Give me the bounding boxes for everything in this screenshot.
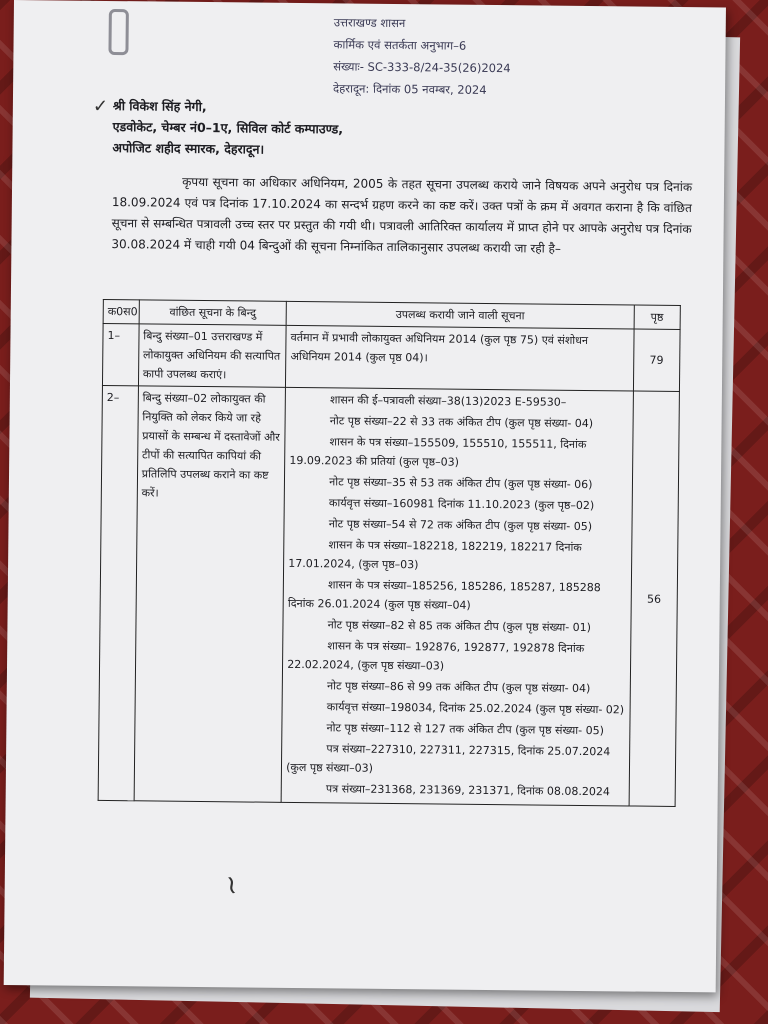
row-sno: 1–	[102, 323, 138, 385]
row-requested: बिन्दु संख्या–01 उत्तराखण्ड में लोकायुक्त अधिनियम की सत्यापित कापी उपलब्ध कराएं।	[138, 324, 286, 388]
row-sno: 2–	[98, 385, 138, 800]
provided-item: नोट पृष्ठ संख्या–82 से 85 तक अंकित टीप (कुल पृष्ठ संख्या- 01)	[327, 618, 592, 635]
provided-item: शासन के पत्र संख्या–155509, 155510, 155511, दिनांक 19.09.2023 की प्रतियां (कुल पृष्ठ–03)	[289, 435, 587, 469]
provided-item: पत्र संख्या–231368, 231369, 231371, दिनांक 08.08.2024	[325, 782, 610, 799]
col-header-requested: वांछित सूचना के बिन्दु	[139, 300, 287, 326]
provided-item: कार्यवृत्त संख्या–198034, दिनांक 25.02.2024 (कुल पृष्ठ संख्या- 02)	[326, 700, 625, 717]
provided-item: शासन की ई–पत्रावली संख्या–38(13)2023 E-59530–	[329, 393, 567, 409]
provided-item: नोट पृष्ठ संख्या–35 से 53 तक अंकित टीप (कुल पृष्ठ संख्या- 06)	[329, 475, 593, 492]
staple	[108, 9, 128, 55]
provided-item: वर्तमान में प्रभावी लोकायुक्त अधिनियम 2014 (कुल पृष्ठ 75) एवं संशोधन अधिनियम 2014 (कुल पृष्ठ 04)।	[290, 330, 589, 365]
provided-item: शासन के पत्र संख्या–182218, 182219, 182217 दिनांक 17.01.2024, (कुल पृष्ठ–03)	[288, 538, 582, 572]
provided-item: शासन के पत्र संख्या–185256, 185286, 185287, 185288 दिनांक 26.01.2024 (कुल पृष्ठ संख्या–04)	[287, 578, 601, 612]
pen-mark: ≀	[224, 869, 239, 901]
header-line-2: कार्मिक एवं सतर्कता अनुभाग–6	[333, 37, 467, 53]
tick-mark: ✓	[92, 95, 109, 117]
recipient-address	[112, 95, 343, 160]
table-row	[102, 323, 680, 391]
document-page	[4, 0, 726, 992]
recipient-line-3: अपोजिट शहीद स्मारक, देहरादून।	[112, 140, 265, 157]
provided-item: कार्यवृत्त संख्या–160981 दिनांक 11.10.2023 (कुल पृष्ठ–02)	[328, 496, 595, 513]
header-line-4: देहरादून: दिनांक 05 नवम्बर, 2024	[333, 81, 487, 97]
provided-item: नोट पृष्ठ संख्या–112 से 127 तक अंकित टीप (कुल पृष्ठ संख्या- 05)	[326, 721, 604, 738]
provided-item: पत्र संख्या–227310, 227311, 227315, दिनांक 25.07.2024 (कुल पृष्ठ संख्या–03)	[286, 742, 611, 775]
row-pages: 79	[633, 329, 680, 391]
information-table	[98, 299, 681, 807]
col-header-pages: पृष्ठ	[634, 305, 681, 329]
header-line-3: संख्याः- SC-333-8/24-35(26)2024	[333, 59, 511, 76]
recipient-line-1: श्री विकेश सिंह नेगी,	[112, 98, 207, 115]
provided-item: शासन के पत्र संख्या– 192876, 192877, 192878 दिनांक 22.02.2024, (कुल पृष्ठ संख्या–03)	[287, 639, 585, 673]
body-paragraph: कृपया सूचना का अधिकार अधिनियम, 2005 के तहत सूचना उपलब्ध कराये जाने विषयक अपने अनुरोध पत्र दिनांक 18.09.2024 एवं पत्र दिनांक 17.10.2024 का सन्दर्भ ग्रहण करने का कष्ट करें। उक्त पत्रों के क्रम में अवगत कराना है कि वांछित सूचना से सम्बन्धित पत्रावली उच्च स्तर पर प्रस्तुत की गयी थी। पत्रावली आतिरिक्त कार्यालय में प्राप्त होने पर आपके अनुरोध पत्र दिनांक 30.08.2024 में चाही गयी 04 बिन्दुओं की सूचना निम्नांकित तालिकानुसार उपलब्ध करायी जा रही है–	[111, 174, 693, 256]
provided-item: नोट पृष्ठ संख्या–54 से 72 तक अंकित टीप (कुल पृष्ठ संख्या- 05)	[328, 517, 593, 534]
provided-item: नोट पृष्ठ संख्या–22 से 33 तक अंकित टीप (कुल पृष्ठ संख्या- 04)	[329, 414, 594, 431]
row-provided	[286, 325, 634, 391]
row-pages: 56	[629, 391, 680, 806]
row-requested: बिन्दु संख्या–02 लोकायुक्त की नियुक्ति को लेकर किये जा रहे प्रयासों के सम्बन्ध में दस्तावेजों और टीपों की सत्यापित कापियां की प्रतिलिपि उपलब्ध कराने का कष्ट करें।	[134, 386, 286, 803]
col-header-sno: क0स0	[103, 299, 139, 323]
letter-header	[333, 11, 564, 101]
table-row	[98, 385, 679, 806]
header-line-1: उत्तराखण्ड शासन	[333, 15, 406, 31]
row-provided	[281, 387, 633, 806]
provided-item: नोट पृष्ठ संख्या–86 से 99 तक अंकित टीप (कुल पृष्ठ संख्या- 04)	[326, 679, 591, 696]
recipient-line-2: एडवोकेट, चेम्बर नं0–1ए, सिविल कोर्ट कम्पाउण्ड,	[112, 119, 344, 137]
col-header-provided: उपलब्ध करायी जाने वाली सूचना	[286, 301, 634, 329]
